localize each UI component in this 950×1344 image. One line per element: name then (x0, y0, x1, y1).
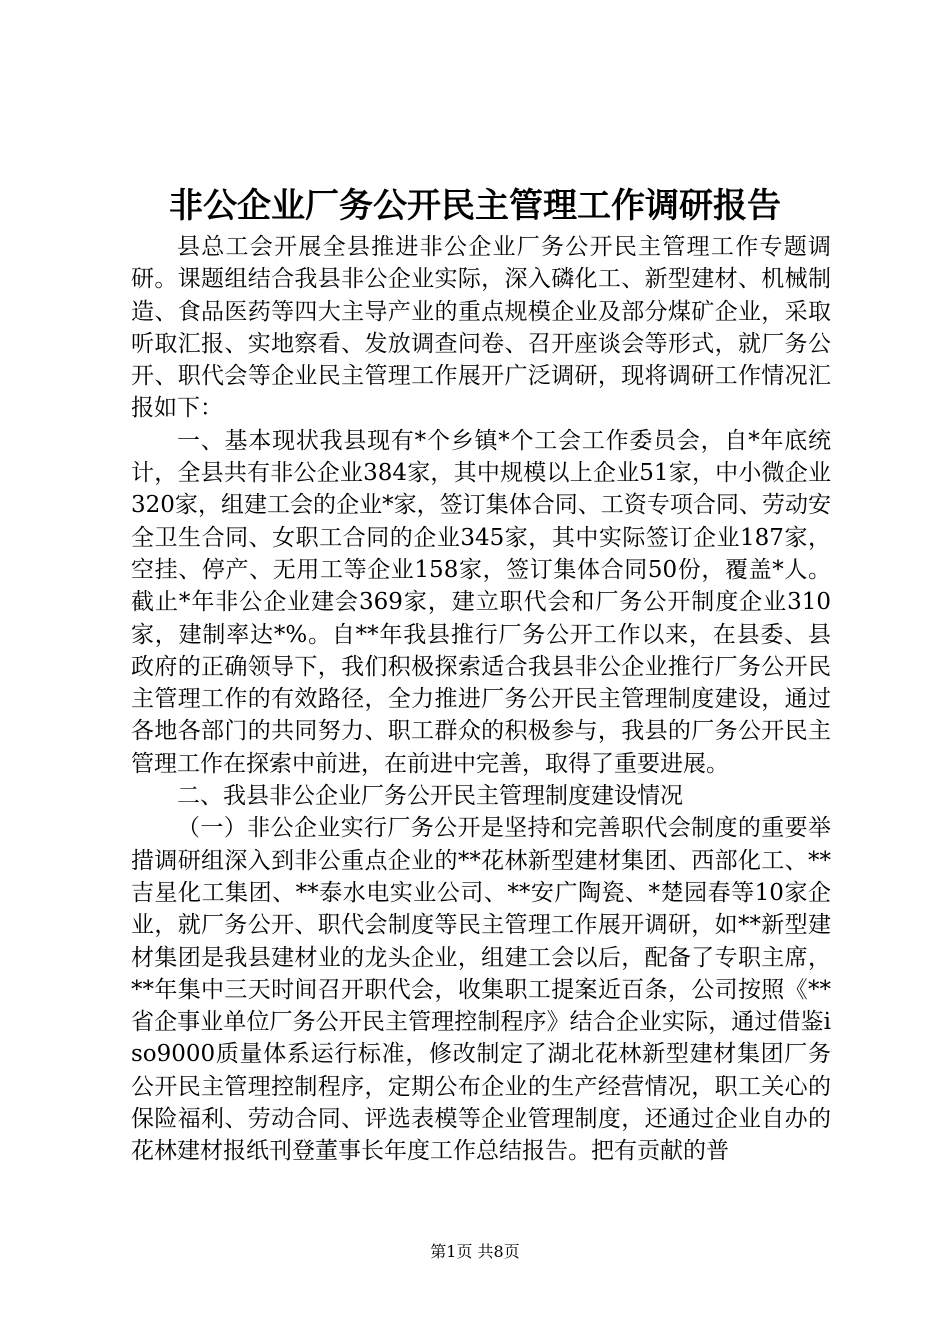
paragraph-intro: 县总工会开展全县推进非公企业厂务公开民主管理工作专题调研。课题组结合我县非公企业实际，深入磷化工、新型建材、机械制造、食品医药等四大主导产业的重点规模企业及部分煤矿企业，采取听取汇报、实地察看、发放调查问卷、召开座谈会等形式，就厂务公开、职代会等企业民主管理工作展开广泛调研，现将调研工作情况汇报如下： (131, 234, 831, 422)
page-number-footer: 第1页 共8页 (430, 1242, 520, 1261)
document-body (131, 231, 831, 1168)
paragraph-subsection-one: （一）非公企业实行厂务公开是坚持和完善职代会制度的重要举措调研组深入到非公重点企业的**花林新型建材集团、西部化工、**吉星化工集团、**泰水电实业公司、**安广陶瓷、*楚园春等10家企业，就厂务公开、职代会制度等民主管理工作展开调研，如**新型建材集团是我县建材业的龙头企业，组建工会以后，配备了专职主席，**年集中三天时间召开职代会，收集职工提案近百条，公司按照《**省企事业单位厂务公开民主管理控制程序》结合企业实际，通过借鉴iso9000质量体系运行标准，修改制定了湖北花林新型建材集团厂务公开民主管理控制程序，定期公布企业的生产经营情况，职工关心的保险福利、劳动合同、评选表模等企业管理制度，还通过企业自办的花林建材报纸刊登董事长年度工作总结报告。把有贡献的普 (131, 815, 831, 1165)
section-heading-two: 二、我县非公企业厂务公开民主管理制度建设情况 (177, 783, 683, 810)
document-title: 非公企业厂务公开民主管理工作调研报告 (169, 186, 781, 226)
paragraph-basic-status: 一、基本现状我县现有*个乡镇*个工会工作委员会，自*年底统计，全县共有非公企业384家，其中规模以上企业51家，中小微企业320家，组建工会的企业*家，签订集体合同、工资专项合同、劳动安全卫生合同、女职工合同的企业345家，其中实际签订企业187家，空挂、停产、无用工等企业158家，签订集体合同50份，覆盖*人。截止*年非公企业建会369家，建立职代会和厂务公开制度企业310家，建制率达*%。自**年我县推行厂务公开工作以来，在县委、县政府的正确领导下，我们积极探索适合我县非公企业推行厂务公开民主管理工作的有效路径，全力推进厂务公开民主管理制度建设，通过各地各部门的共同努力、职工群众的积极参与，我县的厂务公开民主管理工作在探索中前进，在前进中完善，取得了重要进展。 (131, 427, 831, 777)
